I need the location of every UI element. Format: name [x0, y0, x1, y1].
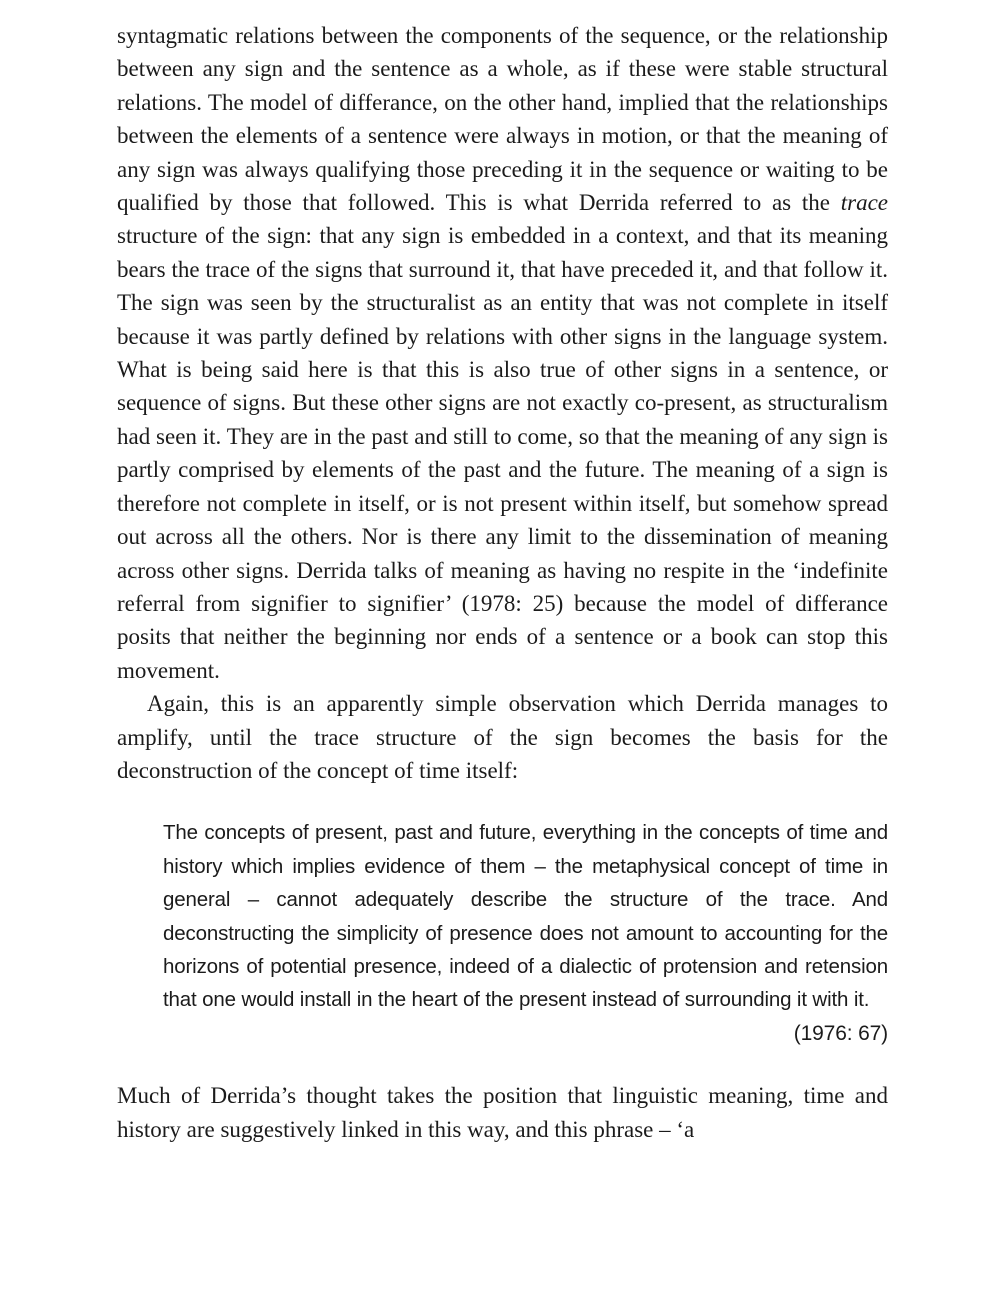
paragraph-intro-to-quote: Again, this is an apparently simple observation which Derrida manages to amplify, until the trace structure of the sign becomes the basis for the deconstruction of the concept of time itself:: [117, 691, 888, 783]
paragraph-after-quote: Much of Derrida’s thought takes the position that linguistic meaning, time and history are suggestively linked in this way, and this phrase – ‘a: [117, 1083, 888, 1142]
italic-term-trace: trace: [840, 190, 888, 216]
quote-citation: (1976: 67): [793, 1021, 888, 1045]
block-quote: The concepts of present, past and future, everything in the concepts of time and history which implies evidence of them – the metaphysical concept of time in general – cannot adequately describe the structure of the trace. And deconstructing the simplicity of presence does not amount to accounting for the horizons of potential presence, indeed of a dialectic of protension and retension that one would install in the heart of the present instead of surrounding it with it.: [163, 821, 888, 1012]
paragraph-body-text: [117, 19, 888, 687]
paragraph1-text-after-italic: structure of the sign: that any sign is embedded in a context, and that its meaning bears the trace of the signs that surround it, that have preceded it, and that follow it. The sign was seen by the structuralist as an entity that was not complete in itself because it was partly defined by relations with other signs in the language system. What is being said here is that this is also true of other signs in a sentence, or sequence of signs. But these other signs are not exactly co-present, as structuralism had seen it. They are in the past and still to come, so that the meaning of any sign is partly comprised by elements of the past and the future. The meaning of a sign is therefore not complete in itself, or is not present within itself, but somehow spread out across all the others. Nor is there any limit to the dissemination of meaning across other signs. Derrida talks of meaning as having no respite in the ‘indefinite referral from signifier to signifier’ (1978: 25) because the model of differance posits that neither the beginning nor ends of a sentence or a book can stop this movement.: [117, 223, 888, 683]
paragraph1-text-before-italic: syntagmatic relations between the components of the sequence, or the relationship between any sign and the sentence as a whole, as if these were stable structural relations. The model of differance, on the other hand, implied that the relationships between the elements of a sentence were always in motion, or that the meaning of any sign was always qualifying those preceding it in the sequence or waiting to be qualified by those that followed. This is what Derrida referred to as the: [117, 23, 888, 216]
